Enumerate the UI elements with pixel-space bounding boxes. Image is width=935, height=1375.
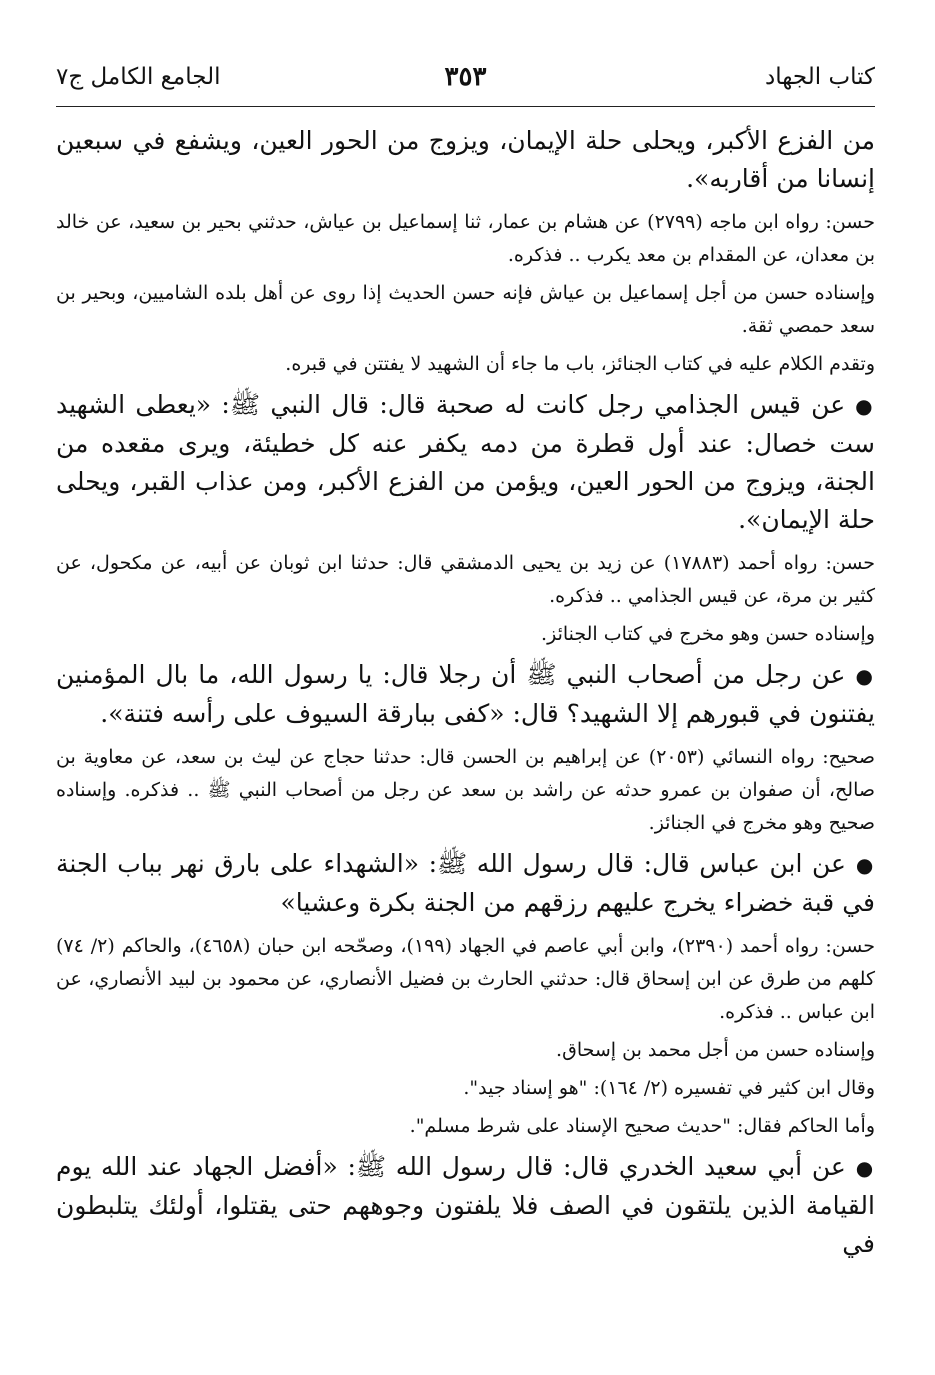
- hadith-text: [56, 122, 875, 198]
- paragraph-text: وقال ابن كثير في تفسيره (٢/ ١٦٤): "هو إسناد جيد".: [463, 1077, 875, 1099]
- takhrij-note: [56, 547, 875, 613]
- takhrij-note: [56, 930, 875, 1029]
- bullet-icon: ●: [855, 664, 875, 688]
- takhrij-note: [56, 1110, 875, 1143]
- paragraph-text: وتقدم الكلام عليه في كتاب الجنائز، باب ما جاء أن الشهيد لا يفتتن في قبره.: [285, 353, 875, 375]
- hadith-text: [56, 386, 875, 539]
- takhrij-note: [56, 206, 875, 272]
- bullet-icon: ●: [855, 853, 875, 877]
- running-head-title: الجامع الكامل ج٧: [56, 64, 221, 90]
- takhrij-note: [56, 277, 875, 343]
- paragraph-text: وإسناده حسن من أجل محمد بن إسحاق.: [556, 1039, 875, 1061]
- paragraph-text: عن ابن عباس قال: قال رسول الله ﷺ: «الشهداء على بارق نهر بباب الجنة في قبة خضراء يخرج عليهم رزقهم من الجنة بكرة وعشيا»: [56, 849, 875, 917]
- paragraph-text: صحيح: رواه النسائي (٢٠٥٣) عن إبراهيم بن الحسن قال: حدثنا حجاج عن ليث بن سعد، عن معاوية بن صالح، أن صفوان بن عمرو حدثه عن راشد بن سعد عن رجل من أصحاب النبي ﷺ .. فذكره. وإسناده صحيح وهو مخرج في الجنائز.: [56, 746, 876, 834]
- paragraph-text: حسن: رواه أحمد (٢٣٩٠)، وابن أبي عاصم في الجهاد (١٩٩)، وصحّحه ابن حبان (٤٦٥٨)، والحاكم (٢/ ٧٤) كلهم من طرق عن ابن إسحاق قال: حدثني الحارث بن فضيل الأنصاري، عن محمود بن لبيد الأنصاري، عن ابن عباس .. فذكره.: [56, 935, 875, 1023]
- page-body: [56, 118, 875, 1271]
- paragraph-text: عن أبي سعيد الخدري قال: قال رسول الله ﷺ: «أفضل الجهاد عند الله يوم القيامة الذين يلتقون في الصف فلا يلفتون وجوههم حتى يقتلوا، أولئك يتلبطون في: [56, 1152, 875, 1258]
- paragraph-text: وإسناده حسن من أجل إسماعيل بن عياش فإنه حسن الحديث إذا روى عن أهل بلده الشاميين، وبحير بن سعد حمصي ثقة.: [56, 282, 875, 337]
- hadith-text: [56, 656, 875, 733]
- bullet-icon: ●: [855, 394, 875, 418]
- paragraph-text: حسن: رواه أحمد (١٧٨٨٣) عن زيد بن يحيى الدمشقي قال: حدثنا ابن ثوبان عن أبيه، عن مكحول، عن كثير بن مرة، عن قيس الجذامي .. فذكره.: [56, 552, 876, 607]
- paragraph-text: وأما الحاكم فقال: "حديث صحيح الإسناد على شرط مسلم".: [409, 1115, 875, 1137]
- page-number: ٣٥٣: [444, 62, 487, 92]
- takhrij-note: [56, 741, 875, 840]
- bullet-icon: ●: [855, 1156, 875, 1180]
- hadith-text: [56, 1148, 875, 1263]
- takhrij-note: [56, 618, 875, 651]
- running-head-book: كتاب الجهاد: [765, 64, 875, 90]
- paragraph-text: من الفزع الأكبر، ويحلى حلة الإيمان، ويزوج من الحور العين، ويشفع في سبعين إنسانا من أقاربه».: [56, 126, 875, 193]
- takhrij-note: [56, 348, 875, 381]
- takhrij-note: [56, 1034, 875, 1067]
- paragraph-text: عن قيس الجذامي رجل كانت له صحبة قال: قال النبي ﷺ: «يعطى الشهيد ست خصال: عند أول قطرة من دمه يكفر عنه كل خطيئة، ويرى مقعده من الجنة، ويزوج من الحور العين، ويؤمن من الفزع الأكبر، ومن عذاب القبر، ويحلى حلة الإيمان».: [56, 390, 875, 534]
- hadith-text: [56, 845, 875, 922]
- takhrij-note: [56, 1072, 875, 1105]
- header-rule: [56, 106, 875, 107]
- paragraph-text: حسن: رواه ابن ماجه (٢٧٩٩) عن هشام بن عمار، ثنا إسماعيل بن عياش، حدثني بحير بن سعيد، عن خالد بن معدان، عن المقدام بن معد يكرب .. فذكره.: [56, 211, 875, 266]
- page-header: [56, 60, 875, 100]
- paragraph-text: عن رجل من أصحاب النبي ﷺ أن رجلا قال: يا رسول الله، ما بال المؤمنين يفتنون في قبورهم إلا الشهيد؟ قال: «كفى ببارقة السيوف على رأسه فتنة».: [56, 660, 875, 728]
- paragraph-text: وإسناده حسن وهو مخرج في كتاب الجنائز.: [541, 623, 875, 645]
